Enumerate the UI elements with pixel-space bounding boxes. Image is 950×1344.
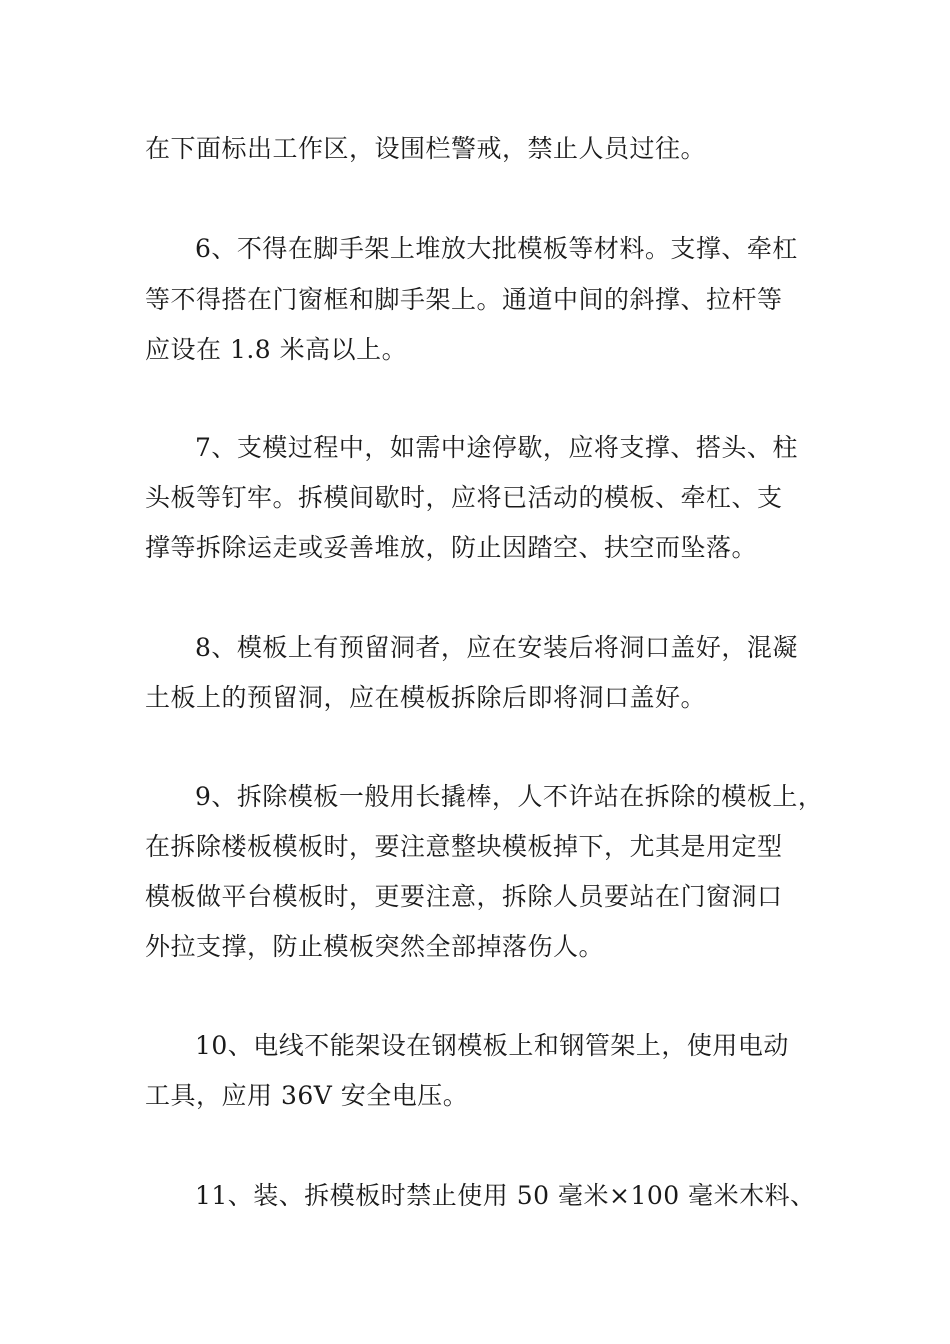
paragraph-6-line-3: 应设在 1.8 米高以上。 <box>145 335 408 364</box>
paragraph-6-line-2: 等不得搭在门窗框和脚手架上。通道中间的斜撑、拉杆等 <box>145 285 783 314</box>
paragraph-8-line-1: 8、模板上有预留洞者，应在安装后将洞口盖好，混凝 <box>195 633 798 662</box>
paragraph-9-line-1: 9、拆除模板一般用长撬棒，人不许站在拆除的模板上， <box>195 782 824 811</box>
paragraph-6-line-1: 6、不得在脚手架上堆放大批模板等材料。支撑、牵杠 <box>195 234 798 263</box>
paragraph-7-line-3: 撑等拆除运走或妥善堆放，防止因踏空、扶空而坠落。 <box>145 533 758 562</box>
paragraph-8-line-2: 土板上的预留洞，应在模板拆除后即将洞口盖好。 <box>145 683 707 712</box>
paragraph-7-line-2: 头板等钉牢。拆模间歇时，应将已活动的模板、牵杠、支 <box>145 483 783 512</box>
paragraph-9-line-3: 模板做平台模板时，更要注意，拆除人员要站在门窗洞口 <box>145 882 783 911</box>
paragraph-10-line-1: 10、电线不能架设在钢模板上和钢管架上，使用电动 <box>195 1031 789 1060</box>
paragraph-11-line-1: 11、装、拆模板时禁止使用 50 毫米×100 毫米木料、 <box>195 1181 816 1210</box>
paragraph-10-line-2: 工具，应用 36V 安全电压。 <box>145 1081 469 1110</box>
paragraph-9-line-4: 外拉支撑，防止模板突然全部掉落伤人。 <box>145 932 605 961</box>
paragraph-9-line-2: 在拆除楼板模板时，要注意整块模板掉下，尤其是用定型 <box>145 832 783 861</box>
paragraph-5-line-3: 在下面标出工作区，设围栏警戒，禁止人员过往。 <box>145 134 707 163</box>
paragraph-7-line-1: 7、支模过程中，如需中途停歇，应将支撑、搭头、柱 <box>195 433 798 462</box>
